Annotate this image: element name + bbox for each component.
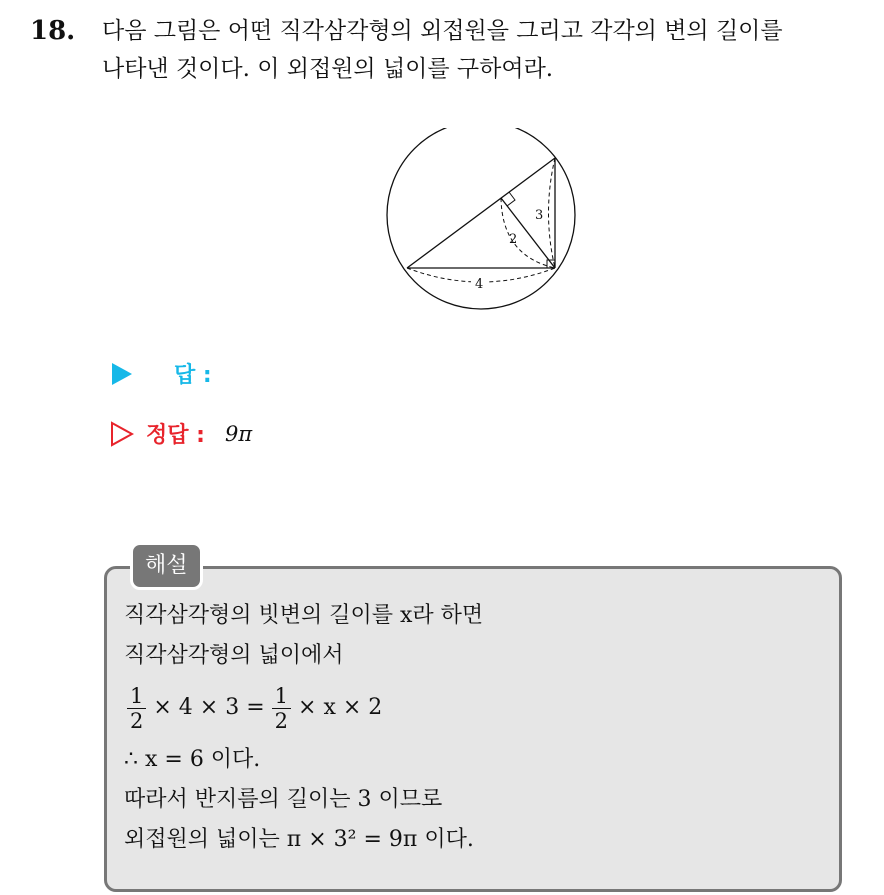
outline-triangle-arrow-icon [110, 421, 134, 447]
answer-label: 답 : [174, 363, 212, 388]
label-2: 2 [509, 232, 518, 247]
question-text-line-2: 나타낸 것이다. 이 외접원의 넓이를 구하여라. [102, 56, 554, 82]
solution-tag: 해설 [130, 542, 203, 590]
label-4: 4 [475, 277, 484, 292]
answer-blank-row [110, 358, 212, 389]
question-text [102, 12, 872, 88]
correct-answer-row [110, 418, 252, 449]
solution-line-4: ∴ x = 6 이다. [124, 747, 261, 772]
fraction-denominator: 2 [130, 708, 144, 733]
solution-line-5: 따라서 반지름의 길이는 3 이므로 [124, 787, 443, 812]
fraction-numerator: 1 [272, 684, 291, 709]
hypotenuse [407, 158, 555, 268]
solution-line-6: 외접원의 넓이는 π × 3² = 9π 이다. [124, 827, 474, 852]
correct-answer-label: 정답 : [146, 423, 205, 448]
correct-answer-value: 9π [224, 421, 253, 446]
equation-end: × x × 2 [298, 695, 383, 720]
fraction-denominator: 2 [274, 708, 289, 733]
fraction-numerator: 1 [127, 684, 146, 709]
fraction-one-half-right [272, 684, 291, 733]
solution-body [124, 596, 824, 860]
filled-triangle-arrow-icon [110, 361, 134, 387]
question-number: 18. [30, 16, 76, 46]
label-3: 3 [535, 208, 544, 223]
right-angle-mark-altitude [507, 192, 515, 206]
triangle-circumcircle-figure [380, 128, 586, 318]
solution-line-1: 직각삼각형의 빗변의 길이를 x라 하면 [124, 603, 484, 628]
question-text-line-1: 다음 그림은 어떤 직각삼각형의 외접원을 그리고 각각의 변의 길이를 [102, 18, 783, 44]
fraction-one-half-left [127, 684, 146, 733]
brace-3 [549, 158, 556, 268]
solution-equation [124, 676, 824, 740]
solution-line-2: 직각삼각형의 넓이에서 [124, 643, 344, 668]
equation-middle: × 4 × 3 = [153, 695, 265, 720]
